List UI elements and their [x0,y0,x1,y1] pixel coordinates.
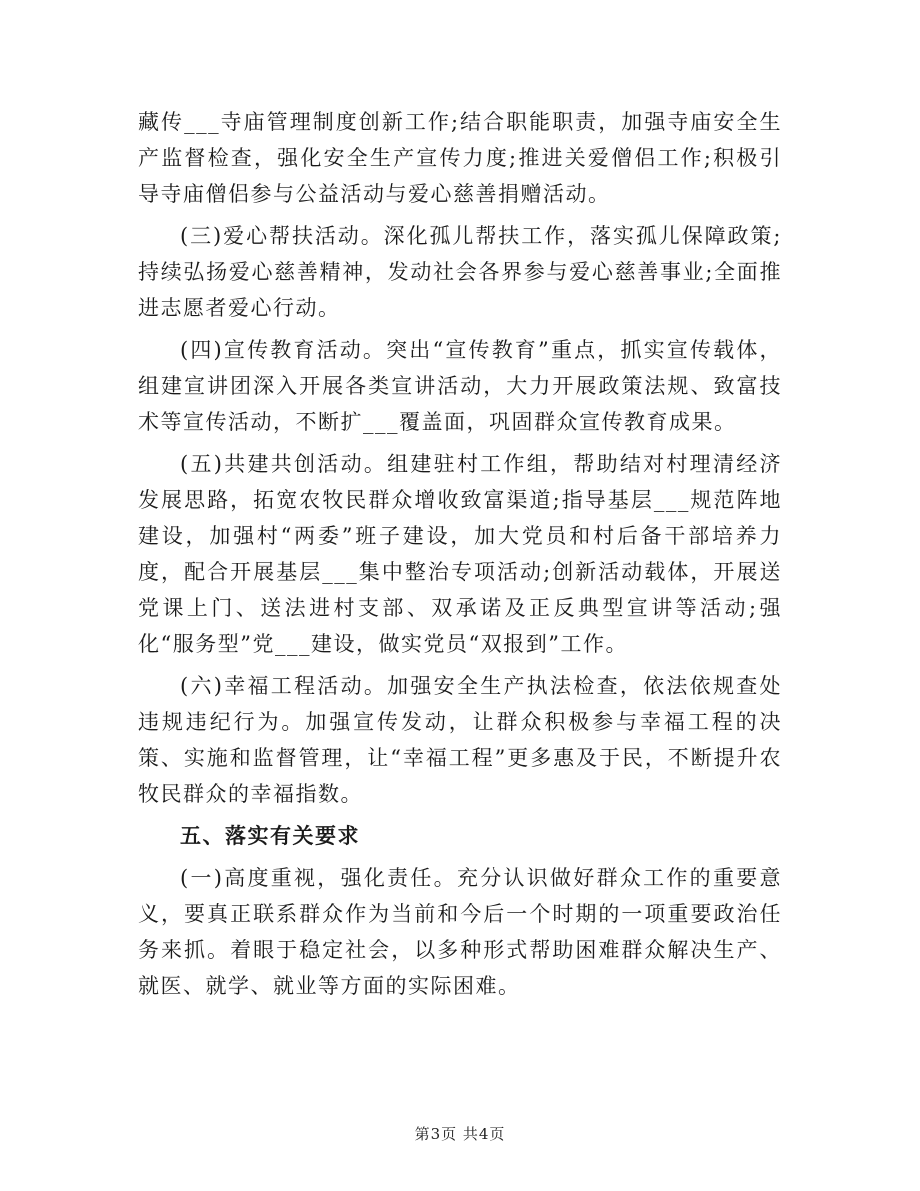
paragraph-item-4: (四)宣传教育活动。突出“宣传教育”重点，抓实宣传载体，组建宣讲团深入开展各类宣讲活动，大力开展政策法规、致富技术等宣传活动，不断扩___覆盖面，巩固群众宣传教育成果。 [138,338,782,434]
body-text [138,104,782,1010]
paragraph-continuation: 藏传___寺庙管理制度创新工作;结合职能职责，加强寺庙安全生产监督检查，强化安全生产宣传力度;推进关爱僧侣工作;积极引导寺庙僧侣参与公益活动与爱心慈善捐赠活动。 [138,110,782,206]
paragraph-requirement-1: (一)高度重视，强化责任。充分认识做好群众工作的重要意义，要真正联系群众作为当前和今后一个时期的一项重要政治任务来抓。着眼于稳定社会，以多种形式帮助困难群众解决生产、就医、就学、就业等方面的实际困难。 [138,866,782,998]
page-number: 第3页 共4页 [414,1125,506,1143]
paragraph-item-3: (三)爱心帮扶活动。深化孤儿帮扶工作，落实孤儿保障政策;持续弘扬爱心慈善精神，发动社会各界参与爱心慈善事业;全面推进志愿者爱心行动。 [138,224,782,320]
paragraph-item-6: (六)幸福工程活动。加强安全生产执法检查，依法依规查处违规违纪行为。加强宣传发动，让群众积极参与幸福工程的决策、实施和监督管理，让“幸福工程”更多惠及于民，不断提升农牧民群众的幸福指数。 [138,674,782,806]
section-heading: 五、落实有关要求 [180,823,360,848]
paragraph-item-5: (五)共建共创活动。组建驻村工作组，帮助结对村理清经济发展思路，拓宽农牧民群众增收致富渠道;指导基层___规范阵地建设，加强村“两委”班子建设，加大党员和村后备干部培养力度，配合开展基层___集中整治专项活动;创新活动载体，开展送党课上门、送法进村支部、双承诺及正反典型宣讲等活动;强化“服务型”党___建设，做实党员“双报到”工作。 [138,452,782,656]
